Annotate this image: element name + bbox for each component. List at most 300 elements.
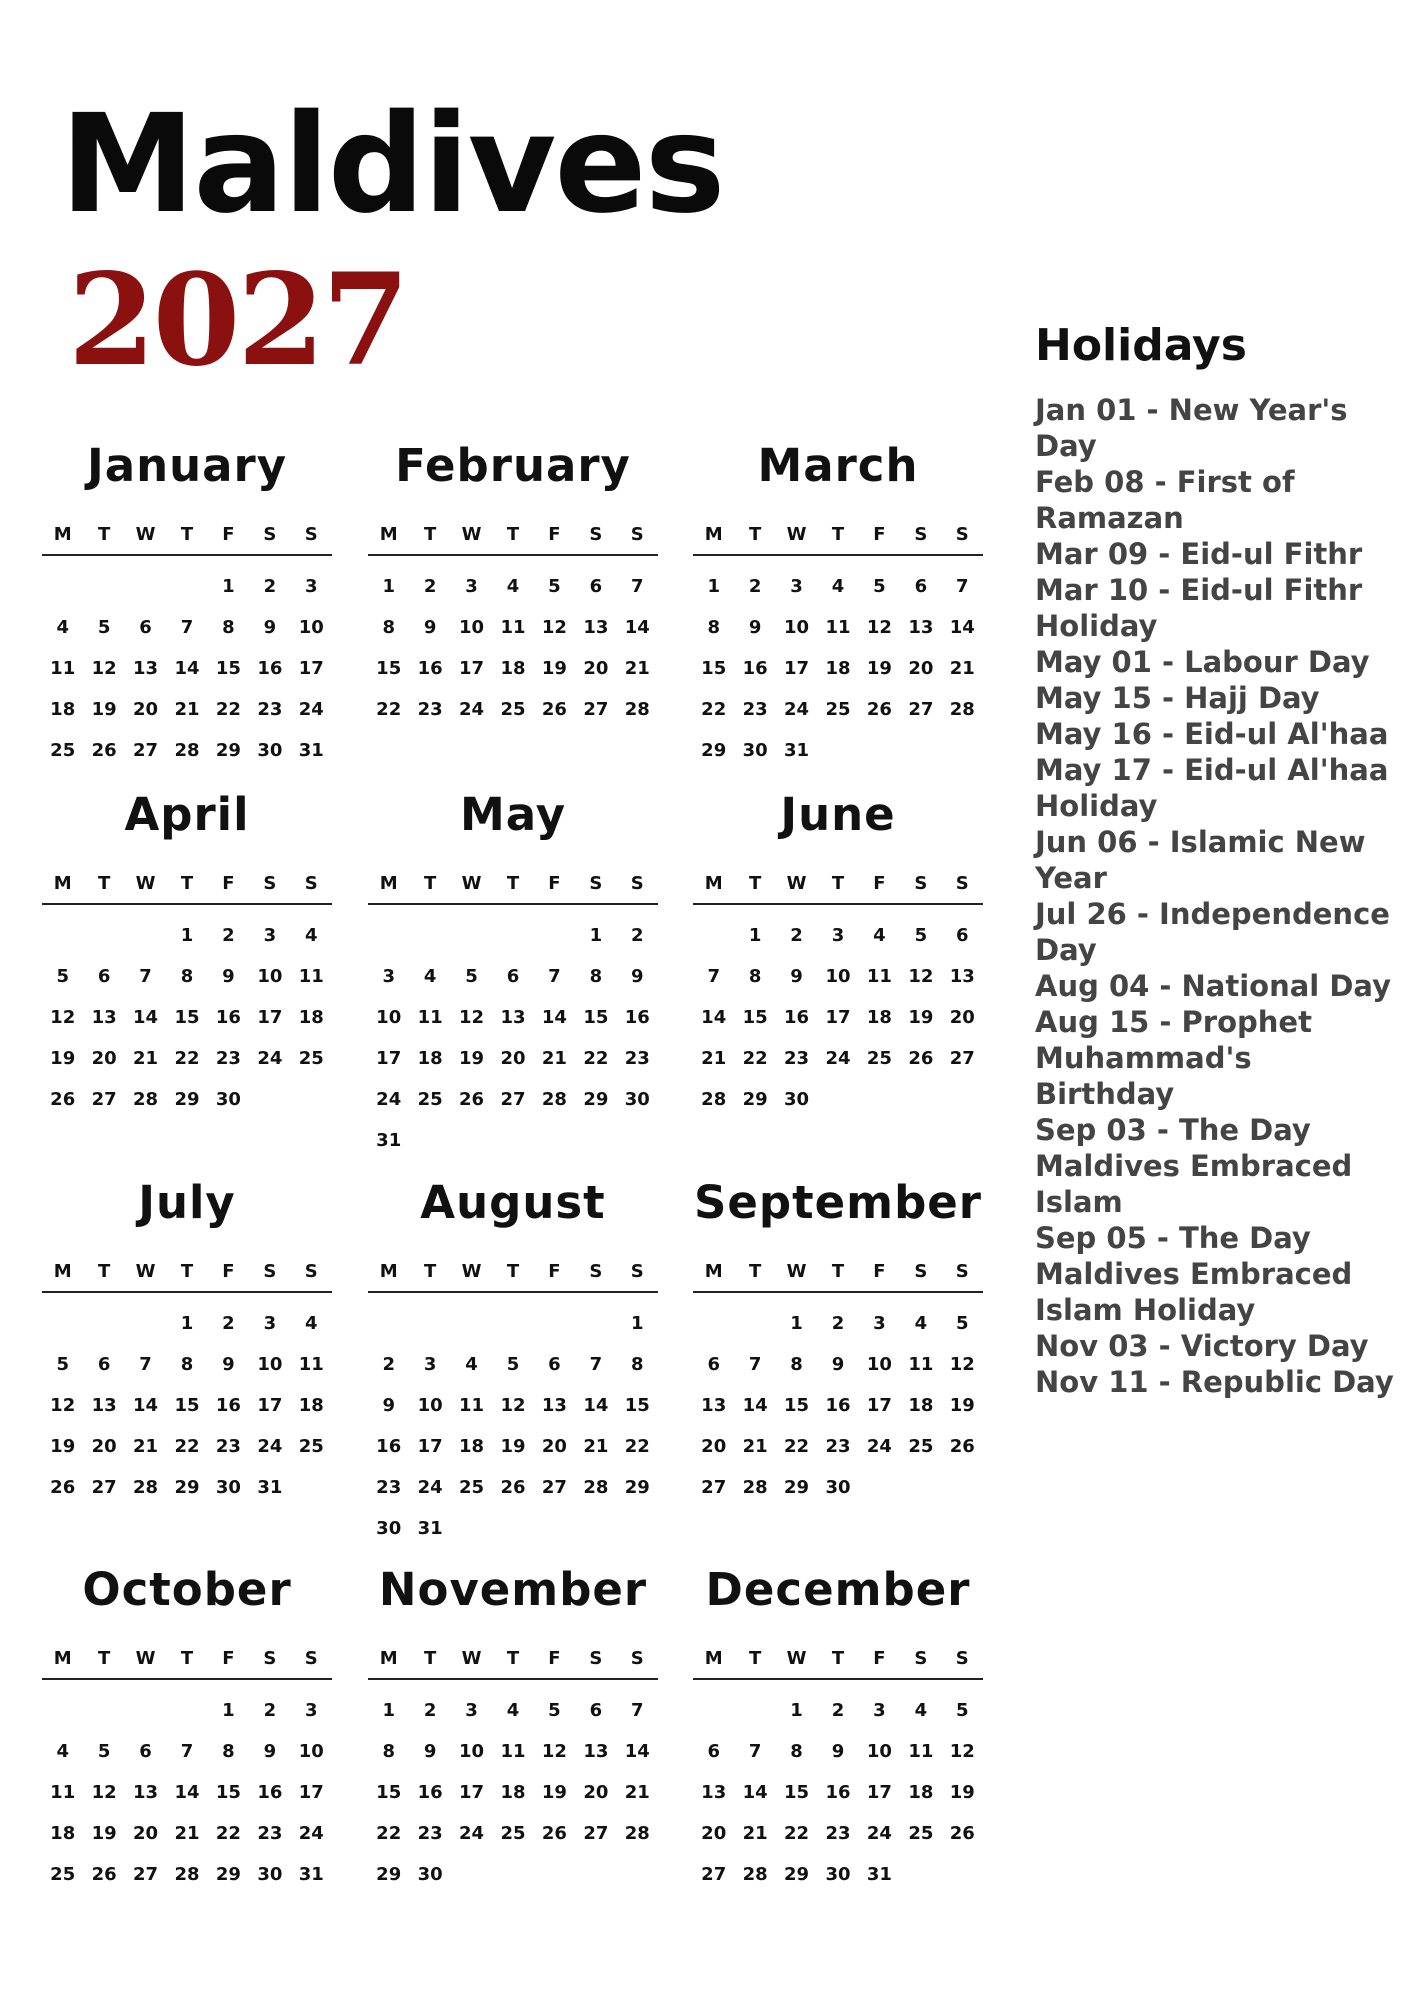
day-cell: 13 <box>541 1395 567 1416</box>
weekday-label: F <box>548 524 561 545</box>
day-cell: 10 <box>866 1354 892 1375</box>
day-cell: 17 <box>459 658 485 679</box>
day-cell: 8 <box>222 617 235 638</box>
day-cell: 12 <box>50 1007 76 1028</box>
weekday-label: F <box>873 873 886 894</box>
day-cell: 15 <box>583 1007 609 1028</box>
weekday-label: W <box>786 1261 807 1282</box>
month-name: February <box>395 439 631 492</box>
day-cell: 18 <box>298 1007 324 1028</box>
day-cell: 11 <box>908 1354 934 1375</box>
weekday-label: W <box>135 1261 156 1282</box>
day-cell: 23 <box>784 1048 810 1069</box>
day-cell: 3 <box>423 1354 437 1375</box>
day-cell: 16 <box>215 1395 241 1416</box>
weekday-label: M <box>704 524 723 545</box>
weekday-label: T <box>423 524 437 545</box>
day-cell: 14 <box>701 1007 727 1028</box>
day-cell: 2 <box>748 576 762 597</box>
day-cell: 3 <box>873 1700 886 1721</box>
day-cell: 28 <box>133 1477 159 1498</box>
day-cell: 5 <box>56 1354 69 1375</box>
day-cell: 12 <box>541 1741 567 1762</box>
day-cell: 26 <box>50 1089 76 1110</box>
day-cell: 10 <box>298 617 324 638</box>
day-grid <box>42 1690 332 1895</box>
day-cell: 7 <box>707 966 720 987</box>
day-cell: 9 <box>831 1741 845 1762</box>
weekday-label: T <box>180 524 194 545</box>
day-cell: 16 <box>624 1007 650 1028</box>
day-cell: 25 <box>50 1864 76 1885</box>
day-cell: 19 <box>541 1782 567 1803</box>
day-cell: 30 <box>215 1477 241 1498</box>
weekday-label: W <box>461 873 482 894</box>
day-cell: 3 <box>263 1313 277 1334</box>
day-cell: 14 <box>624 617 650 638</box>
day-cell: 6 <box>548 1354 561 1375</box>
day-cell: 29 <box>174 1477 200 1498</box>
weekday-header <box>42 873 332 905</box>
day-cell: 4 <box>873 925 886 946</box>
day-cell: 8 <box>631 1354 644 1375</box>
day-cell: 6 <box>97 966 111 987</box>
day-cell: 18 <box>298 1395 324 1416</box>
weekday-label: T <box>506 1261 520 1282</box>
day-cell: 29 <box>624 1477 650 1498</box>
day-cell: 18 <box>825 658 851 679</box>
day-cell: 7 <box>548 966 561 987</box>
weekday-label: M <box>53 524 72 545</box>
day-cell: 4 <box>914 1313 928 1334</box>
day-cell: 5 <box>548 1700 561 1721</box>
day-cell: 12 <box>908 966 934 987</box>
day-cell: 19 <box>541 658 567 679</box>
day-cell: 28 <box>541 1089 567 1110</box>
month-november <box>368 1562 658 1895</box>
day-cell: 25 <box>298 1436 324 1457</box>
day-cell: 1 <box>790 1700 803 1721</box>
weekday-label: T <box>506 1648 520 1669</box>
month-name: May <box>459 788 567 841</box>
day-cell: 6 <box>707 1354 720 1375</box>
day-cell: 10 <box>784 617 810 638</box>
day-cell: 18 <box>459 1436 485 1457</box>
day-cell: 18 <box>866 1007 892 1028</box>
day-cell: 9 <box>423 617 437 638</box>
day-cell: 15 <box>174 1395 200 1416</box>
weekday-label: W <box>135 1648 156 1669</box>
day-cell: 12 <box>949 1741 975 1762</box>
day-cell: 20 <box>701 1823 727 1844</box>
weekday-label: M <box>53 1261 72 1282</box>
day-cell: 18 <box>50 699 76 720</box>
weekday-label: F <box>222 873 235 894</box>
day-cell: 4 <box>56 1741 69 1762</box>
weekday-label: T <box>97 524 111 545</box>
month-name: August <box>420 1176 606 1229</box>
day-cell: 2 <box>222 1313 235 1334</box>
day-cell: 5 <box>873 576 886 597</box>
day-cell: 9 <box>382 1395 395 1416</box>
day-cell: 3 <box>790 576 803 597</box>
day-cell: 10 <box>417 1395 443 1416</box>
day-cell: 9 <box>222 1354 235 1375</box>
day-cell: 20 <box>91 1436 117 1457</box>
day-cell: 24 <box>459 1823 485 1844</box>
day-cell: 5 <box>914 925 928 946</box>
day-cell: 8 <box>382 1741 395 1762</box>
day-cell: 1 <box>180 1313 194 1334</box>
day-cell: 21 <box>174 1823 200 1844</box>
day-cell: 5 <box>56 966 69 987</box>
day-cell: 6 <box>707 1741 720 1762</box>
day-cell: 7 <box>180 617 194 638</box>
day-cell: 3 <box>263 925 277 946</box>
day-cell: 1 <box>707 576 720 597</box>
day-cell: 8 <box>790 1741 803 1762</box>
day-grid <box>693 1690 983 1895</box>
day-cell: 8 <box>748 966 762 987</box>
day-cell: 19 <box>949 1782 975 1803</box>
day-cell: 19 <box>50 1048 76 1069</box>
day-cell: 24 <box>376 1089 402 1110</box>
day-cell: 13 <box>91 1395 117 1416</box>
weekday-label: S <box>589 1648 603 1669</box>
day-cell: 2 <box>263 576 277 597</box>
day-cell: 8 <box>222 1741 235 1762</box>
day-cell: 14 <box>174 1782 200 1803</box>
day-cell: 12 <box>949 1354 975 1375</box>
day-grid <box>42 1303 332 1508</box>
day-cell: 24 <box>866 1823 892 1844</box>
day-cell: 20 <box>500 1048 526 1069</box>
holiday-item: Aug 04 - National Day <box>1035 969 1392 1003</box>
day-cell: 27 <box>701 1864 727 1885</box>
day-cell: 1 <box>790 1313 803 1334</box>
day-cell: 28 <box>174 740 200 761</box>
day-cell: 4 <box>56 617 69 638</box>
day-cell: 20 <box>541 1436 567 1457</box>
weekday-label: M <box>379 524 398 545</box>
month-december <box>693 1562 983 1895</box>
day-cell: 27 <box>583 1823 609 1844</box>
day-cell: 3 <box>873 1313 886 1334</box>
weekday-label: M <box>704 873 723 894</box>
weekday-label: F <box>222 1648 235 1669</box>
day-cell: 31 <box>866 1864 892 1885</box>
day-cell: 25 <box>298 1048 324 1069</box>
day-cell: 10 <box>825 966 851 987</box>
day-cell: 25 <box>908 1436 934 1457</box>
weekday-label: M <box>379 873 398 894</box>
holiday-item: May 15 - Hajj Day <box>1035 681 1320 715</box>
day-cell: 30 <box>624 1089 650 1110</box>
day-cell: 23 <box>215 1048 241 1069</box>
day-cell: 29 <box>215 740 241 761</box>
day-cell: 26 <box>949 1436 975 1457</box>
day-cell: 29 <box>701 740 727 761</box>
day-cell: 10 <box>257 1354 283 1375</box>
weekday-header <box>693 1648 983 1680</box>
day-cell: 26 <box>459 1089 485 1110</box>
day-cell: 28 <box>742 1477 768 1498</box>
weekday-label: T <box>748 873 762 894</box>
day-cell: 27 <box>133 740 159 761</box>
weekday-label: F <box>873 524 886 545</box>
day-cell: 10 <box>298 1741 324 1762</box>
weekday-label: T <box>180 1648 194 1669</box>
weekday-label: W <box>135 524 156 545</box>
day-cell: 29 <box>215 1864 241 1885</box>
day-cell: 20 <box>583 1782 609 1803</box>
day-cell: 27 <box>541 1477 567 1498</box>
day-cell: 3 <box>305 576 318 597</box>
day-cell: 30 <box>215 1089 241 1110</box>
day-cell: 16 <box>257 658 283 679</box>
day-cell: 11 <box>500 617 526 638</box>
day-cell: 19 <box>459 1048 485 1069</box>
day-cell: 23 <box>257 699 283 720</box>
day-cell: 19 <box>50 1436 76 1457</box>
day-cell: 22 <box>376 1823 402 1844</box>
day-cell: 24 <box>257 1048 283 1069</box>
day-cell: 11 <box>298 1354 324 1375</box>
weekday-label: M <box>704 1261 723 1282</box>
day-cell: 25 <box>417 1089 443 1110</box>
day-cell: 27 <box>91 1089 117 1110</box>
day-cell: 2 <box>831 1313 845 1334</box>
day-cell: 17 <box>866 1782 892 1803</box>
day-cell: 20 <box>583 658 609 679</box>
weekday-label: S <box>914 524 928 545</box>
holiday-item: Aug 15 - Prophet Muhammad's Birthday <box>1035 1005 1312 1111</box>
holiday-item: May 17 - Eid-ul Al'haa Holiday <box>1035 753 1389 823</box>
day-cell: 5 <box>548 576 561 597</box>
day-cell: 17 <box>784 658 810 679</box>
weekday-label: T <box>831 1261 845 1282</box>
day-cell: 25 <box>500 699 526 720</box>
weekday-label: F <box>548 1261 561 1282</box>
day-cell: 25 <box>50 740 76 761</box>
day-cell: 27 <box>133 1864 159 1885</box>
weekday-label: S <box>630 524 644 545</box>
weekday-label: S <box>263 524 277 545</box>
day-cell: 20 <box>949 1007 975 1028</box>
day-cell: 12 <box>541 617 567 638</box>
holiday-list <box>1035 392 1395 1400</box>
day-cell: 26 <box>949 1823 975 1844</box>
day-cell: 20 <box>133 699 159 720</box>
weekday-label: S <box>263 1261 277 1282</box>
day-cell: 9 <box>263 1741 277 1762</box>
day-cell: 12 <box>459 1007 485 1028</box>
weekday-header <box>368 524 658 556</box>
month-name: October <box>82 1563 292 1616</box>
month-august <box>368 1175 658 1549</box>
day-cell: 26 <box>866 699 892 720</box>
day-grid <box>368 1690 658 1895</box>
day-cell: 30 <box>784 1089 810 1110</box>
day-cell: 22 <box>174 1048 200 1069</box>
day-cell: 30 <box>825 1477 851 1498</box>
day-cell: 19 <box>949 1395 975 1416</box>
weekday-label: F <box>873 1648 886 1669</box>
weekday-label: M <box>53 1648 72 1669</box>
day-cell: 26 <box>91 740 117 761</box>
day-cell: 14 <box>174 658 200 679</box>
day-cell: 30 <box>742 740 768 761</box>
day-cell: 9 <box>423 1741 437 1762</box>
day-cell: 4 <box>423 966 437 987</box>
day-cell: 11 <box>417 1007 443 1028</box>
weekday-label: W <box>786 524 807 545</box>
day-cell: 16 <box>825 1395 851 1416</box>
day-cell: 31 <box>376 1130 402 1151</box>
month-january <box>42 438 332 771</box>
day-cell: 15 <box>742 1007 768 1028</box>
weekday-label: S <box>589 524 603 545</box>
day-cell: 21 <box>701 1048 727 1069</box>
day-cell: 21 <box>133 1048 159 1069</box>
day-cell: 16 <box>825 1782 851 1803</box>
day-cell: 20 <box>91 1048 117 1069</box>
day-cell: 22 <box>376 699 402 720</box>
day-cell: 13 <box>908 617 934 638</box>
month-name: January <box>86 439 288 492</box>
day-cell: 13 <box>133 658 159 679</box>
weekday-label: F <box>548 1648 561 1669</box>
day-cell: 12 <box>91 658 117 679</box>
day-cell: 7 <box>748 1354 762 1375</box>
weekday-label: T <box>748 1648 762 1669</box>
day-cell: 10 <box>459 1741 485 1762</box>
day-cell: 16 <box>784 1007 810 1028</box>
day-cell: 28 <box>624 699 650 720</box>
day-cell: 26 <box>541 699 567 720</box>
day-cell: 6 <box>139 617 152 638</box>
day-cell: 3 <box>465 576 478 597</box>
day-cell: 15 <box>376 1782 402 1803</box>
day-cell: 14 <box>949 617 975 638</box>
day-cell: 31 <box>257 1477 283 1498</box>
day-cell: 14 <box>133 1007 159 1028</box>
day-cell: 22 <box>784 1436 810 1457</box>
day-cell: 20 <box>133 1823 159 1844</box>
day-cell: 18 <box>908 1782 934 1803</box>
day-cell: 15 <box>701 658 727 679</box>
day-cell: 1 <box>222 576 235 597</box>
day-cell: 28 <box>949 699 975 720</box>
day-grid <box>368 915 658 1161</box>
day-cell: 7 <box>139 1354 152 1375</box>
day-cell: 23 <box>825 1823 851 1844</box>
day-cell: 31 <box>784 740 810 761</box>
day-cell: 17 <box>866 1395 892 1416</box>
weekday-label: S <box>630 1648 644 1669</box>
weekday-label: W <box>135 873 156 894</box>
day-cell: 15 <box>784 1782 810 1803</box>
day-cell: 21 <box>742 1436 768 1457</box>
day-cell: 24 <box>784 699 810 720</box>
day-grid <box>693 915 983 1120</box>
day-cell: 30 <box>417 1864 443 1885</box>
day-cell: 30 <box>257 740 283 761</box>
day-cell: 4 <box>465 1354 478 1375</box>
day-cell: 4 <box>506 1700 520 1721</box>
day-cell: 8 <box>790 1354 803 1375</box>
day-cell: 11 <box>500 1741 526 1762</box>
weekday-label: S <box>304 873 318 894</box>
weekday-header <box>368 1261 658 1293</box>
day-cell: 9 <box>748 617 762 638</box>
day-cell: 16 <box>215 1007 241 1028</box>
day-cell: 24 <box>459 699 485 720</box>
day-cell: 7 <box>589 1354 603 1375</box>
day-cell: 6 <box>139 1741 152 1762</box>
day-cell: 3 <box>465 1700 478 1721</box>
day-cell: 15 <box>174 1007 200 1028</box>
weekday-label: S <box>955 1261 969 1282</box>
day-cell: 27 <box>583 699 609 720</box>
day-cell: 15 <box>215 658 241 679</box>
holiday-item: May 01 - Labour Day <box>1035 645 1370 679</box>
weekday-label: S <box>630 1261 644 1282</box>
day-cell: 26 <box>541 1823 567 1844</box>
day-cell: 17 <box>298 658 324 679</box>
weekday-label: S <box>589 1261 603 1282</box>
day-grid <box>693 1303 983 1508</box>
day-cell: 7 <box>139 966 152 987</box>
day-cell: 9 <box>790 966 803 987</box>
day-cell: 2 <box>423 1700 437 1721</box>
day-cell: 12 <box>866 617 892 638</box>
day-cell: 28 <box>583 1477 609 1498</box>
weekday-label: S <box>955 524 969 545</box>
day-cell: 23 <box>417 699 443 720</box>
day-cell: 17 <box>825 1007 851 1028</box>
day-cell: 21 <box>624 658 650 679</box>
holiday-item: Nov 03 - Victory Day <box>1035 1329 1369 1363</box>
day-cell: 8 <box>180 966 194 987</box>
day-cell: 23 <box>825 1436 851 1457</box>
holiday-item: Sep 05 - The Day Maldives Embraced Islam Holiday <box>1035 1221 1353 1327</box>
day-cell: 2 <box>263 1700 277 1721</box>
weekday-label: S <box>630 873 644 894</box>
weekday-label: T <box>506 873 520 894</box>
day-cell: 16 <box>417 1782 443 1803</box>
day-grid <box>368 1303 658 1549</box>
day-cell: 27 <box>949 1048 975 1069</box>
day-cell: 26 <box>500 1477 526 1498</box>
day-cell: 28 <box>133 1089 159 1110</box>
month-name: March <box>757 439 919 492</box>
day-cell: 23 <box>742 699 768 720</box>
day-cell: 19 <box>866 658 892 679</box>
day-cell: 5 <box>956 1313 969 1334</box>
day-cell: 10 <box>257 966 283 987</box>
day-cell: 8 <box>180 1354 194 1375</box>
holiday-item: Jan 01 - New Year's Day <box>1035 393 1348 463</box>
holiday-item: Sep 03 - The Day Maldives Embraced Islam <box>1035 1113 1353 1219</box>
day-cell: 11 <box>908 1741 934 1762</box>
day-cell: 7 <box>631 576 644 597</box>
day-cell: 15 <box>215 1782 241 1803</box>
day-cell: 14 <box>742 1782 768 1803</box>
month-name: September <box>694 1176 982 1229</box>
weekday-label: W <box>461 1648 482 1669</box>
day-cell: 13 <box>500 1007 526 1028</box>
